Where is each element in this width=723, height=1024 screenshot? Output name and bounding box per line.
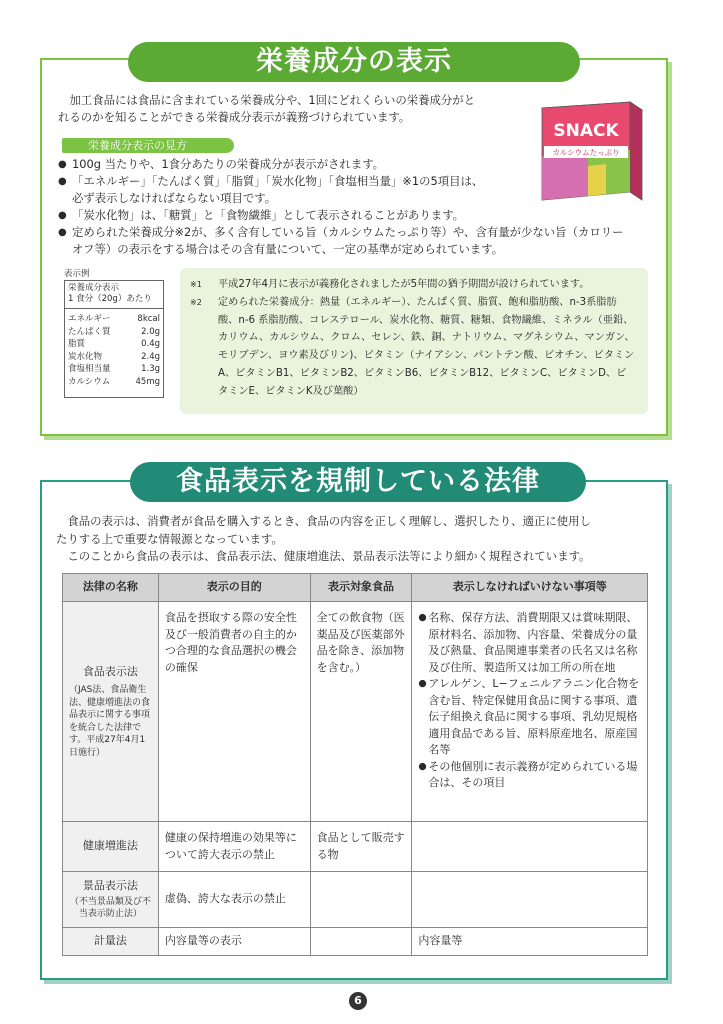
column-header: 表示の目的 — [158, 574, 310, 602]
intro-line: たりする上で重要な情報源となっています。 — [56, 531, 283, 546]
nutrition-bullets — [58, 156, 658, 258]
section1-title: 栄養成分の表示 — [128, 42, 580, 82]
nutrient-name: 食塩相当量 — [68, 364, 111, 374]
law-name-cell — [63, 822, 159, 872]
nutrient-value: 0.4g — [141, 339, 160, 349]
nutrient-name: カルシウム — [68, 376, 111, 387]
nutrition-label-header — [65, 283, 163, 309]
nutrition-label-title: 栄養成分表示 — [68, 283, 120, 293]
column-header: 法律の名称 — [63, 574, 159, 602]
law-purpose: 内容量等の表示 — [158, 928, 310, 956]
law-item: ● その他個別に表示義務が定められている場合は、その項目 — [418, 759, 641, 792]
column-header: 表示対象食品 — [310, 574, 412, 602]
intro-line: 加工食品には食品に含まれている栄養成分や、1回にどれくらいの栄養成分がと — [58, 93, 476, 107]
footnotes-box — [180, 268, 648, 414]
nutrient-name: 炭水化物 — [68, 351, 103, 362]
intro-line: 食品の表示は、消費者が食品を購入するとき、食品の内容を正しく理解し、選択したり、適正に使用し — [56, 514, 591, 528]
nutrition-row — [68, 338, 160, 351]
footnote-text: 平成27年4月に表示が義務化されましたが5年間の猶予期間が設けられています。 — [218, 279, 590, 290]
intro-line: れるのかを知ることができる栄養成分表示が義務づけられています。 — [58, 110, 411, 124]
table-header-row — [63, 574, 648, 602]
bullet-item: ● 定められた栄養成分※2が、多く含有している旨（カルシウムたっぷり等）や、含有量が少ない旨（カロリー — [58, 224, 658, 241]
nutrition-row — [68, 326, 160, 339]
nutrition-label-serving: 1 食分（20g）あたり — [68, 294, 152, 304]
nutrient-name: エネルギー — [68, 314, 111, 324]
law-name: 食品表示法 — [82, 664, 138, 678]
nutrient-name: たんぱく質 — [68, 326, 111, 337]
nutrient-value: 45mg — [135, 376, 160, 387]
section1-subheading: 栄養成分表示の見方 — [62, 138, 234, 153]
law-table — [62, 573, 648, 956]
column-header: 表示しなければいけない事項等 — [412, 574, 648, 602]
section2-title: 食品表示を規制している法律 — [130, 462, 586, 502]
law-items: 内容量等 — [412, 928, 648, 956]
bullet-continuation: オフ等）の表示をする場合はその含有量について、一定の基準が定められています。 — [72, 242, 504, 256]
law-name: 健康増進法 — [82, 839, 138, 853]
table-row — [63, 602, 648, 822]
table-row — [63, 872, 648, 928]
law-name-note: （JAS法、食品衛生法、健康増進法の食品表示に関する事項を統合した法律です。平成27年4月1日施行） — [69, 685, 151, 758]
law-target — [310, 872, 412, 928]
law-item: ● 名称、保存方法、消費期限又は賞味期限、原材料名、添加物、内容量、栄養成分の量及び熱量、食品関連事業者の氏名又は名称及び住所、製造所又は加工所の所在地 — [418, 610, 641, 676]
bullet-item: ● 「炭水化物」は、「糖質」と「食物繊維」として表示されることがあります。 — [58, 207, 658, 224]
law-items — [412, 822, 648, 872]
law-items — [412, 602, 648, 822]
law-target: 全ての飲食物（医薬品及び医薬部外品を除き、添加物を含む。） — [310, 602, 412, 822]
law-name: 景品表示法 — [82, 879, 138, 893]
law-purpose: 虚偽、誇大な表示の禁止 — [158, 872, 310, 928]
nutrient-name: 脂質 — [68, 339, 86, 349]
law-name: 計量法 — [93, 934, 127, 948]
law-items — [412, 872, 648, 928]
snack-ribbon: カルシウムたっぷり — [552, 148, 620, 157]
law-target: 食品として販売する物 — [310, 822, 412, 872]
footnote-1 — [190, 276, 636, 294]
section1-intro — [58, 92, 528, 126]
law-name-cell — [63, 872, 159, 928]
law-name-note: （不当景品類及び不当表示防止法） — [69, 896, 151, 920]
nutrition-row — [68, 313, 160, 326]
nutrient-value: 8kcal — [137, 314, 160, 324]
nutrition-row — [68, 376, 160, 389]
footnote-text: 定められた栄養成分：熱量（エネルギー）、たんぱく質、脂質、飽和脂肪酸、n-3系脂肪酸、n-6 系脂肪酸、コレステロール、炭水化物、糖質、糖類、食物繊維、ミネラル（亜鉛、カリウム、カルシウム、クロム、セレン、鉄、銅、ナトリウム、マグネシウム、マンガン、モリブデン、ヨウ素及びリン)、ビタミン（ナイアシン、パントテン酸、ビオチン、ビタミンA、ビタミンB1、ビタミンB2、ビタミンB6、ビタミンB12、ビタミンC、ビタミンD、ビタミンE、ビタミンK及び葉酸） — [218, 296, 635, 397]
footnote-mark: ※1 — [190, 280, 202, 289]
law-purpose: 健康の保持増進の効果等について誇大表示の禁止 — [158, 822, 310, 872]
law-name-cell — [63, 602, 159, 822]
table-row — [63, 822, 648, 872]
footnote-2 — [190, 294, 636, 401]
law-target — [310, 928, 412, 956]
nutrient-value: 1.3g — [141, 364, 160, 374]
page-number: 6 — [349, 992, 367, 1010]
intro-line: このことから食品の表示は、食品表示法、健康増進法、景品表示法等により細かく規程されています。 — [56, 549, 591, 563]
law-name-cell — [63, 928, 159, 956]
nutrition-label-example — [64, 280, 164, 398]
bullet-item: ● 「エネルギー」「たんぱく質」「脂質」「炭水化物」「食塩相当量」※1の5項目は、 — [58, 173, 658, 190]
law-purpose: 食品を摂取する際の安全性及び一般消費者の自主的かつ合理的な食品選択の機会の確保 — [158, 602, 310, 822]
nutrient-value: 2.0g — [141, 326, 160, 337]
nutrient-value: 2.4g — [141, 351, 160, 362]
law-item: ● アレルゲン、L−フェニルアラニン化合物を含む旨、特定保健用食品に関する事項、遺伝子組換え食品に関する事項、乳幼児規格適用食品である旨、原料原産地名、原産国名等 — [418, 676, 641, 759]
bullet-item: ● 100g 当たりや、1食分あたりの栄養成分が表示がされます。 — [58, 156, 658, 173]
nutrition-row — [68, 351, 160, 364]
bullet-continuation: 必ず表示しなければならない項目です。 — [72, 191, 277, 205]
footnote-mark: ※2 — [190, 297, 202, 307]
table-row — [63, 928, 648, 956]
nutrition-row — [68, 363, 160, 376]
example-label: 表示例 — [64, 269, 90, 279]
snack-brand: SNACK — [553, 121, 619, 141]
section2-intro — [56, 513, 652, 566]
